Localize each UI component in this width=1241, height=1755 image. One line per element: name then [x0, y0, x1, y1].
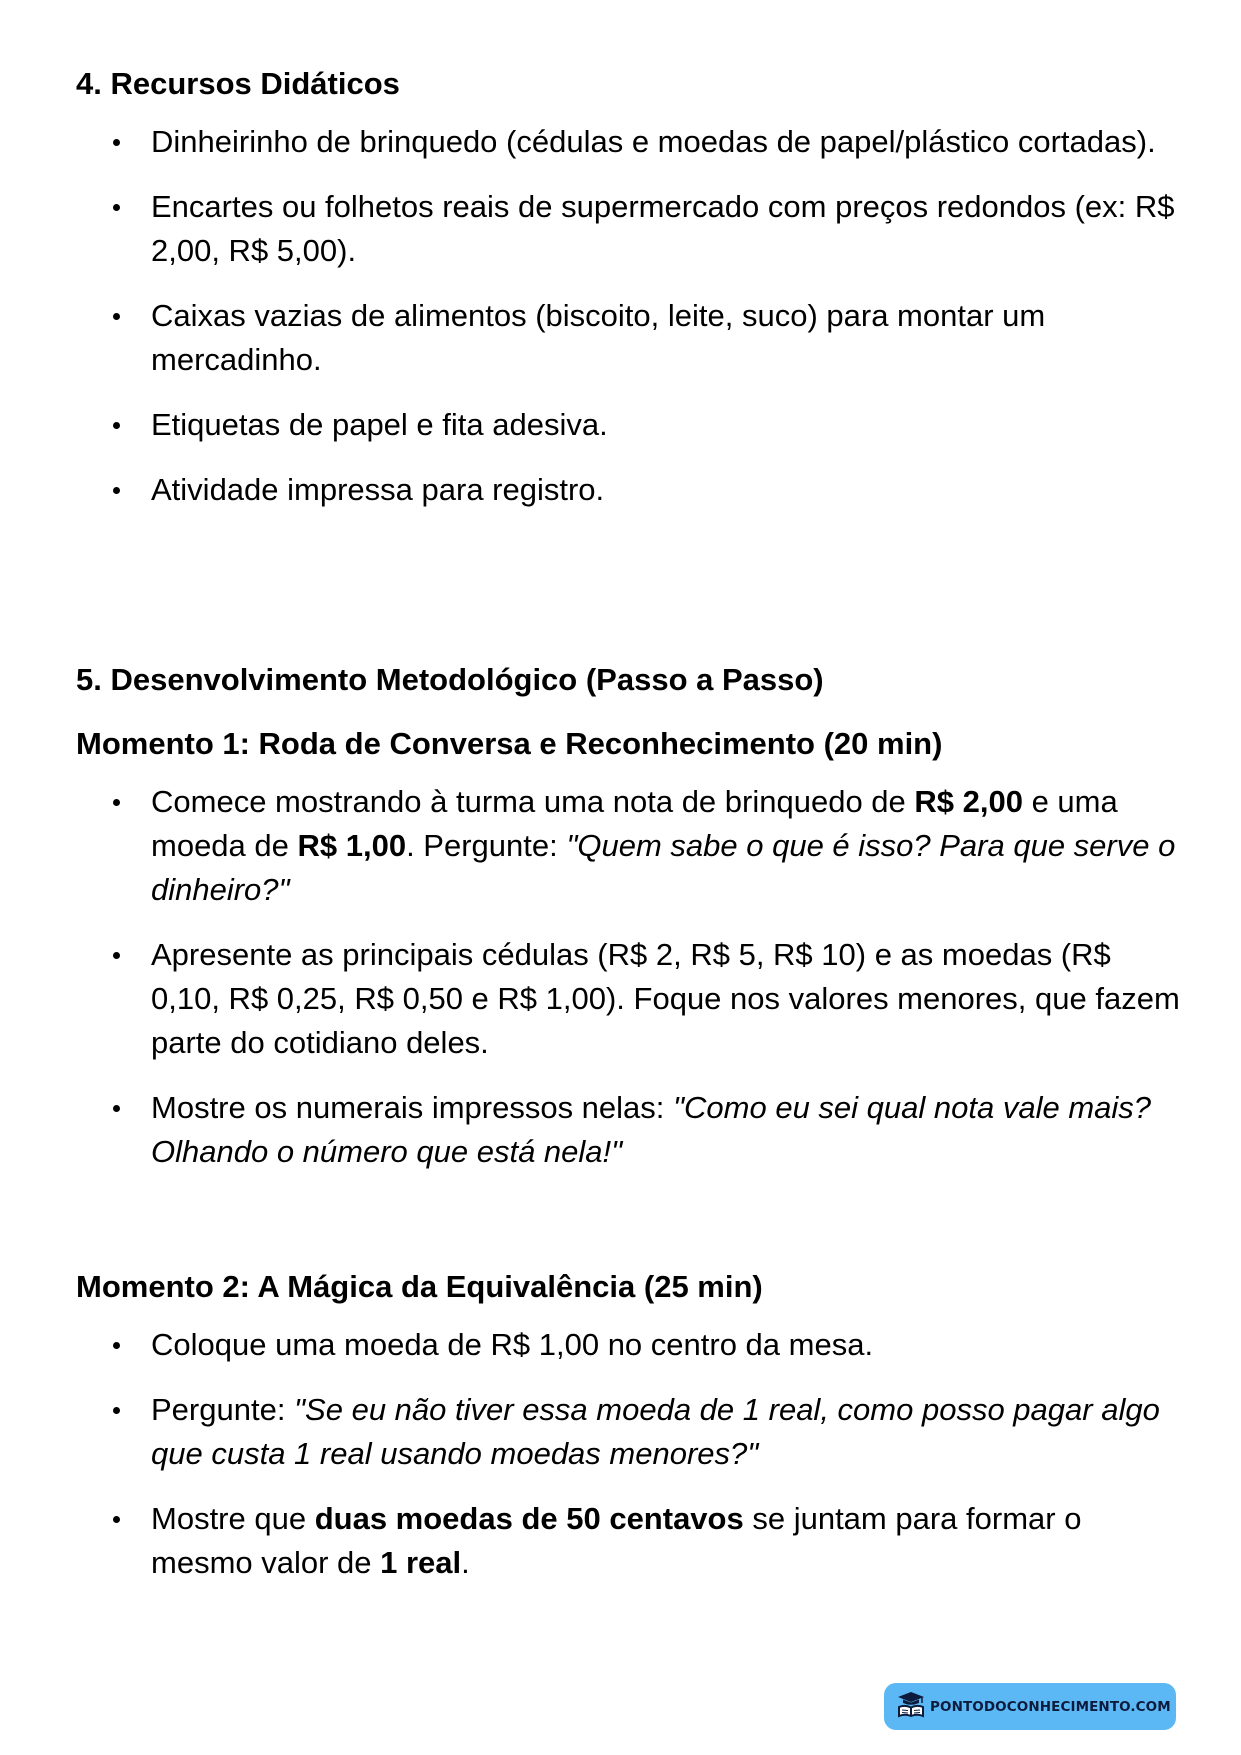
moment1-list: [76, 780, 1186, 1174]
list-item-text: Pergunte: "Se eu não tiver essa moeda de 1 real, como posso pagar algo que custa 1 real usando moedas menores?": [151, 1392, 1160, 1471]
list-item: [76, 185, 1186, 273]
list-item: [76, 780, 1186, 912]
site-link-badge[interactable]: [884, 1683, 1176, 1730]
list-item: [76, 1497, 1186, 1585]
bullet-icon: [113, 422, 120, 429]
list-item: [76, 120, 1186, 164]
list-item-text: Mostre que duas moedas de 50 centavos se juntam para formar o mesmo valor de 1 real.: [151, 1501, 1082, 1580]
bullet-icon: [113, 313, 120, 320]
section-heading-desenvolvimento: 5. Desenvolvimento Metodológico (Passo a Passo): [76, 662, 824, 697]
list-item-text: Caixas vazias de alimentos (biscoito, leite, suco) para montar um mercadinho.: [151, 298, 1046, 377]
list-item: [76, 1388, 1186, 1476]
list-item-text: Etiquetas de papel e fita adesiva.: [151, 407, 608, 442]
list-item-text: Encartes ou folhetos reais de supermercado com preços redondos (ex: R$ 2,00, R$ 5,00).: [151, 189, 1175, 268]
section-heading-recursos: 4. Recursos Didáticos: [76, 66, 400, 101]
list-item-text: Coloque uma moeda de R$ 1,00 no centro da mesa.: [151, 1327, 874, 1362]
bullet-icon: [113, 1105, 120, 1112]
list-item: [76, 933, 1186, 1065]
bullet-icon: [113, 487, 120, 494]
list-item-text: Comece mostrando à turma uma nota de brinquedo de R$ 2,00 e uma moeda de R$ 1,00. Pergunte: "Quem sabe o que é isso? Para que serve o dinheiro?": [151, 784, 1176, 907]
bullet-icon: [113, 1516, 120, 1523]
moment2-list: [76, 1323, 1186, 1585]
book-graduation-cap-icon: [896, 1690, 926, 1723]
site-link-text: PONTODOCONHECIMENTO.COM: [930, 1698, 1171, 1715]
list-item-text: Apresente as principais cédulas (R$ 2, R$ 5, R$ 10) e as moedas (R$ 0,10, R$ 0,25, R$ 0,50 e R$ 1,00). Foque nos valores menores, que fazem parte do cotidiano deles.: [151, 937, 1180, 1060]
list-item: [76, 1086, 1186, 1174]
bullet-icon: [113, 1342, 120, 1349]
list-item-text: Dinheirinho de brinquedo (cédulas e moedas de papel/plástico cortadas).: [151, 124, 1156, 159]
list-item: [76, 468, 1186, 512]
bullet-icon: [113, 952, 120, 959]
bullet-icon: [113, 1407, 120, 1414]
bullet-icon: [113, 204, 120, 211]
recursos-list: [76, 120, 1186, 512]
list-item-text: Mostre os numerais impressos nelas: "Como eu sei qual nota vale mais? Olhando o número que está nela!": [151, 1090, 1152, 1169]
moment2-heading: Momento 2: A Mágica da Equivalência (25 min): [76, 1269, 763, 1304]
bullet-icon: [113, 799, 120, 806]
list-item: [76, 294, 1186, 382]
list-item: [76, 1323, 1186, 1367]
list-item: [76, 403, 1186, 447]
list-item-text: Atividade impressa para registro.: [151, 472, 605, 507]
moment1-heading: Momento 1: Roda de Conversa e Reconhecimento (20 min): [76, 726, 943, 761]
bullet-icon: [113, 139, 120, 146]
